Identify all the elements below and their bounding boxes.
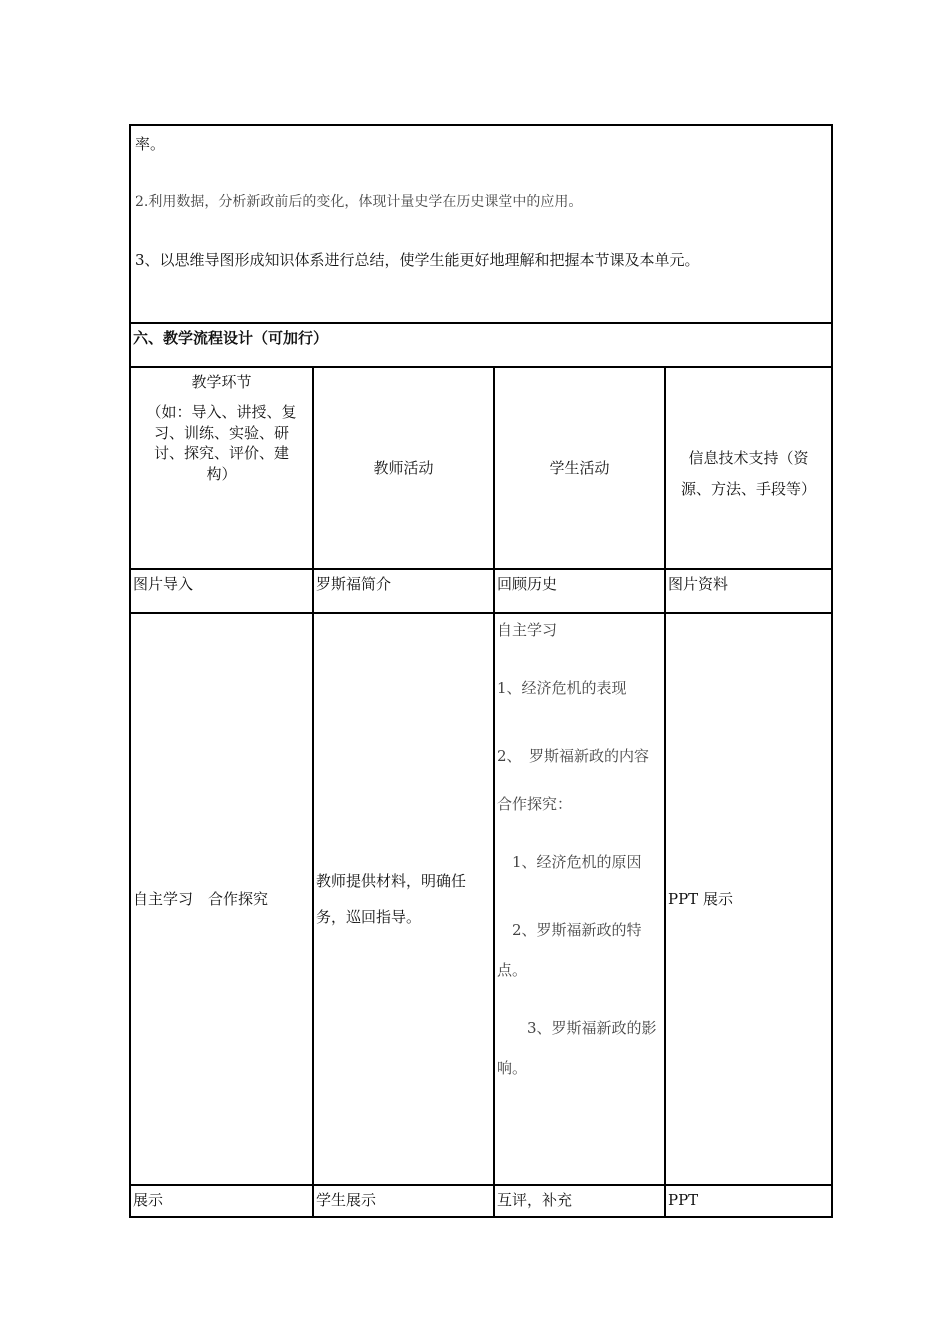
objectives-cell xyxy=(130,125,832,323)
tech-cell: PPT xyxy=(665,1185,832,1217)
student-cell: 互评，补充 xyxy=(494,1185,665,1217)
stage-cell: 图片导入 xyxy=(130,569,313,613)
table-row xyxy=(130,569,832,613)
header-row xyxy=(130,367,832,569)
teacher-cell: 学生展示 xyxy=(313,1185,494,1217)
header-tech xyxy=(665,367,832,569)
objectives-line-2: 2.利用数据，分析新政前后的变化，体现计量史学在历史课堂中的应用。 xyxy=(135,194,583,210)
student-cell xyxy=(494,613,665,1185)
student-line: 1、经济危机的表现 xyxy=(497,679,627,697)
lesson-plan-document xyxy=(129,124,831,1218)
header-student: 学生活动 xyxy=(494,367,665,569)
student-line: 自主学习 xyxy=(497,621,558,639)
objectives-row xyxy=(130,125,832,323)
student-line: 2、罗斯福新政的特点。 xyxy=(497,921,642,979)
objectives-line-3: 3、以思维导图形成知识体系进行总结，使学生能更好地理解和把握本节课及本单元。 xyxy=(135,251,700,269)
header-stage-line-4: 讨、探究、评价、建 xyxy=(153,444,289,462)
stage-cell: 展示 xyxy=(130,1185,313,1217)
tech-cell: 图片资料 xyxy=(665,569,832,613)
header-teacher: 教师活动 xyxy=(313,367,494,569)
header-stage-line-1: 教学环节 xyxy=(191,373,252,391)
section-title: 六、教学流程设计（可加行） xyxy=(130,323,832,367)
header-tech-line-2: 源、方法、手段等） xyxy=(680,479,816,498)
student-cell: 回顾历史 xyxy=(494,569,665,613)
student-line: 合作探究： xyxy=(497,795,573,813)
table-row xyxy=(130,613,832,1185)
header-stage: 教学环节 （如：导入、讲授、复 习、训练、实验、研 讨、探究、评价、建 构） xyxy=(130,367,313,569)
header-stage-line-2: （如：导入、讲授、复 xyxy=(146,403,297,421)
student-line: 3、罗斯福新政的影响。 xyxy=(497,1019,657,1077)
header-tech-line-1: 信息技术支持（资 xyxy=(688,448,809,467)
teacher-cell: 教师提供材料，明确任务，巡回指导。 xyxy=(313,613,494,1185)
tech-cell: PPT 展示 xyxy=(665,613,832,1185)
student-line: 2、 罗斯福新政的内容 xyxy=(497,747,650,765)
teacher-cell: 罗斯福简介 xyxy=(313,569,494,613)
stage-cell: 自主学习 合作探究 xyxy=(130,613,313,1185)
lesson-plan-table xyxy=(129,124,833,1218)
objectives-line-1: 率。 xyxy=(135,135,166,153)
student-line: 1、经济危机的原因 xyxy=(497,853,642,871)
table-row xyxy=(130,1185,832,1217)
section-title-row xyxy=(130,323,832,367)
